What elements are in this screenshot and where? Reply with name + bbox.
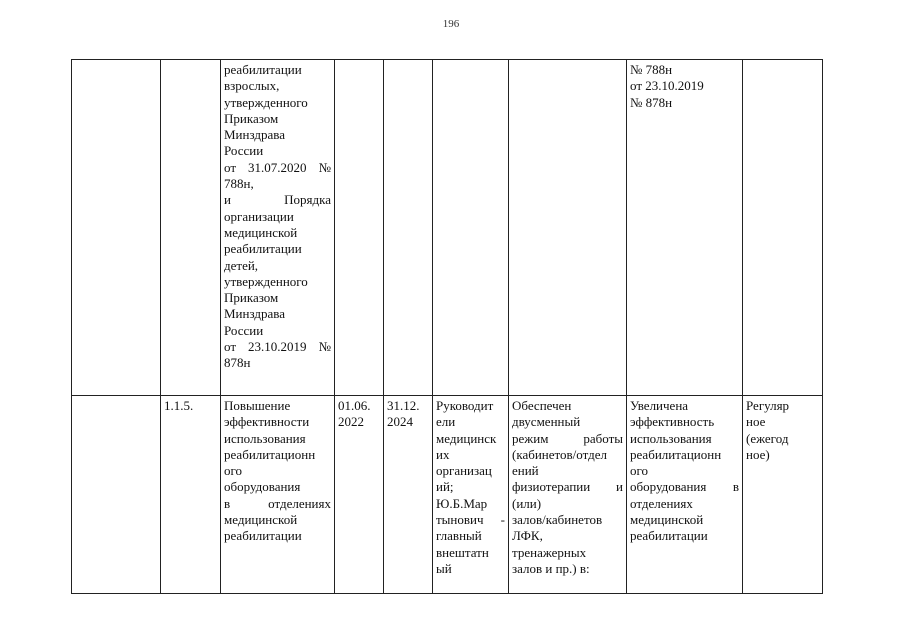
text-line: реабилитации xyxy=(630,528,708,544)
text-line: 01.06. xyxy=(338,398,371,413)
text-line: ЛФК, xyxy=(512,528,543,544)
text-word: и xyxy=(224,192,231,208)
text-line: Приказом xyxy=(224,290,279,306)
cell-empty xyxy=(72,60,161,396)
text-line: реабилитации xyxy=(224,528,302,544)
text-line xyxy=(224,192,331,208)
text-line: Повышение xyxy=(224,398,291,413)
text-line: утвержденного xyxy=(224,273,308,289)
text-line: реабилитационн xyxy=(630,446,722,462)
text-word: Порядка xyxy=(284,192,331,208)
text-line: 2022 xyxy=(338,414,364,430)
text-line: медицинск xyxy=(436,430,497,446)
text-line xyxy=(436,512,505,528)
text-line xyxy=(224,160,331,176)
text-word: в xyxy=(224,495,231,511)
text-line xyxy=(512,479,623,495)
text-word: № xyxy=(318,159,331,175)
text-line: реабилитации xyxy=(224,241,302,257)
text-line: Ю.Б.Мар xyxy=(436,495,488,511)
text-line: тренажерных xyxy=(512,544,587,560)
text-line: ное) xyxy=(746,446,770,462)
text-line: организац xyxy=(436,463,492,479)
cell-empty xyxy=(509,60,627,396)
cell-empty xyxy=(335,60,384,396)
text-line: реабилитации xyxy=(224,62,302,77)
text-word: отделениях xyxy=(268,495,331,511)
text-line: реабилитационн xyxy=(224,446,316,462)
text-word: от xyxy=(224,339,237,355)
text-line: медицинской xyxy=(224,224,298,240)
cell-empty xyxy=(433,60,509,396)
text-line: № 878н xyxy=(630,94,673,110)
text-line: ений xyxy=(512,463,539,479)
text-line: (кабинетов/отдел xyxy=(512,446,607,462)
text-word: и xyxy=(616,479,623,495)
text-line: двусменный xyxy=(512,414,581,430)
expected-result-cell xyxy=(509,396,627,594)
text-line: Минздрава xyxy=(224,127,285,143)
cell-empty xyxy=(743,60,823,396)
text-line: России xyxy=(224,322,264,338)
text-line: отделениях xyxy=(630,495,693,511)
text-line: Увеличена xyxy=(630,398,689,413)
text-line: ий; xyxy=(436,479,454,495)
text-line: детей, xyxy=(224,257,259,273)
text-line: Регуляр xyxy=(746,398,790,413)
text-line: внештатн xyxy=(436,544,489,560)
text-line: медицинской xyxy=(630,512,704,528)
text-line: (ежегод xyxy=(746,430,789,446)
cell-empty xyxy=(384,60,433,396)
text-line xyxy=(512,431,623,447)
text-line: использования xyxy=(630,430,712,446)
text-word: в xyxy=(732,479,739,495)
legal-basis-cell xyxy=(221,60,335,396)
text-word: тынович xyxy=(436,512,484,528)
text-line: оборудования xyxy=(224,479,301,495)
measure-name-cell xyxy=(221,396,335,594)
order-reference-cell xyxy=(627,60,743,396)
end-date-cell xyxy=(384,396,433,594)
page-number: 196 xyxy=(442,18,460,30)
text-line: эффективности xyxy=(224,414,310,430)
text-line xyxy=(224,339,331,355)
indicator-cell xyxy=(627,396,743,594)
text-line: ное xyxy=(746,414,766,430)
text-line: ый xyxy=(436,560,452,576)
text-line xyxy=(630,479,739,495)
text-line: № 788н xyxy=(630,62,673,77)
text-line xyxy=(224,496,331,512)
text-line: 2024 xyxy=(387,414,413,430)
text-line: их xyxy=(436,446,450,462)
text-line: от 23.10.2019 xyxy=(630,78,704,94)
text-word: 31.07.2020 xyxy=(248,159,307,175)
periodicity-cell xyxy=(743,396,823,594)
text-line: залов/кабинетов xyxy=(512,512,603,528)
text-line: (или) xyxy=(512,495,542,511)
text-word: от xyxy=(224,159,237,175)
text-line: 788н, xyxy=(224,176,254,192)
table-row xyxy=(72,396,823,594)
cell-empty xyxy=(72,396,161,594)
text-word: режим xyxy=(512,430,549,446)
text-word: 23.10.2019 xyxy=(248,339,307,355)
text-line: России xyxy=(224,143,264,159)
cell-empty xyxy=(161,60,221,396)
text-line: медицинской xyxy=(224,512,298,528)
text-line: 31.12. xyxy=(387,398,420,413)
text-line: Приказом xyxy=(224,110,279,126)
text-line: утвержденного xyxy=(224,94,308,110)
text-word: работы xyxy=(583,430,623,446)
text-line: эффективность xyxy=(630,414,715,430)
text-line: главный xyxy=(436,528,482,544)
text-line: ого xyxy=(630,463,649,479)
text-line: ого xyxy=(224,463,243,479)
item-number: 1.1.5. xyxy=(161,396,221,594)
text-line: залов и пр.) в: xyxy=(512,560,590,576)
start-date-cell xyxy=(335,396,384,594)
table-row xyxy=(72,60,823,396)
text-line: организации xyxy=(224,208,294,224)
text-line: ели xyxy=(436,414,456,430)
text-word: физиотерапии xyxy=(512,479,591,495)
measures-table xyxy=(71,59,823,594)
text-line: использования xyxy=(224,430,306,446)
text-word: оборудования xyxy=(630,479,707,495)
text-word: - xyxy=(500,512,505,528)
text-word: № xyxy=(318,339,331,355)
text-line: взрослых, xyxy=(224,78,280,94)
text-line: 878н xyxy=(224,355,251,371)
text-line: Минздрава xyxy=(224,306,285,322)
text-line: Обеспечен xyxy=(512,398,572,413)
text-line: Руководит xyxy=(436,398,494,413)
responsible-cell xyxy=(433,396,509,594)
